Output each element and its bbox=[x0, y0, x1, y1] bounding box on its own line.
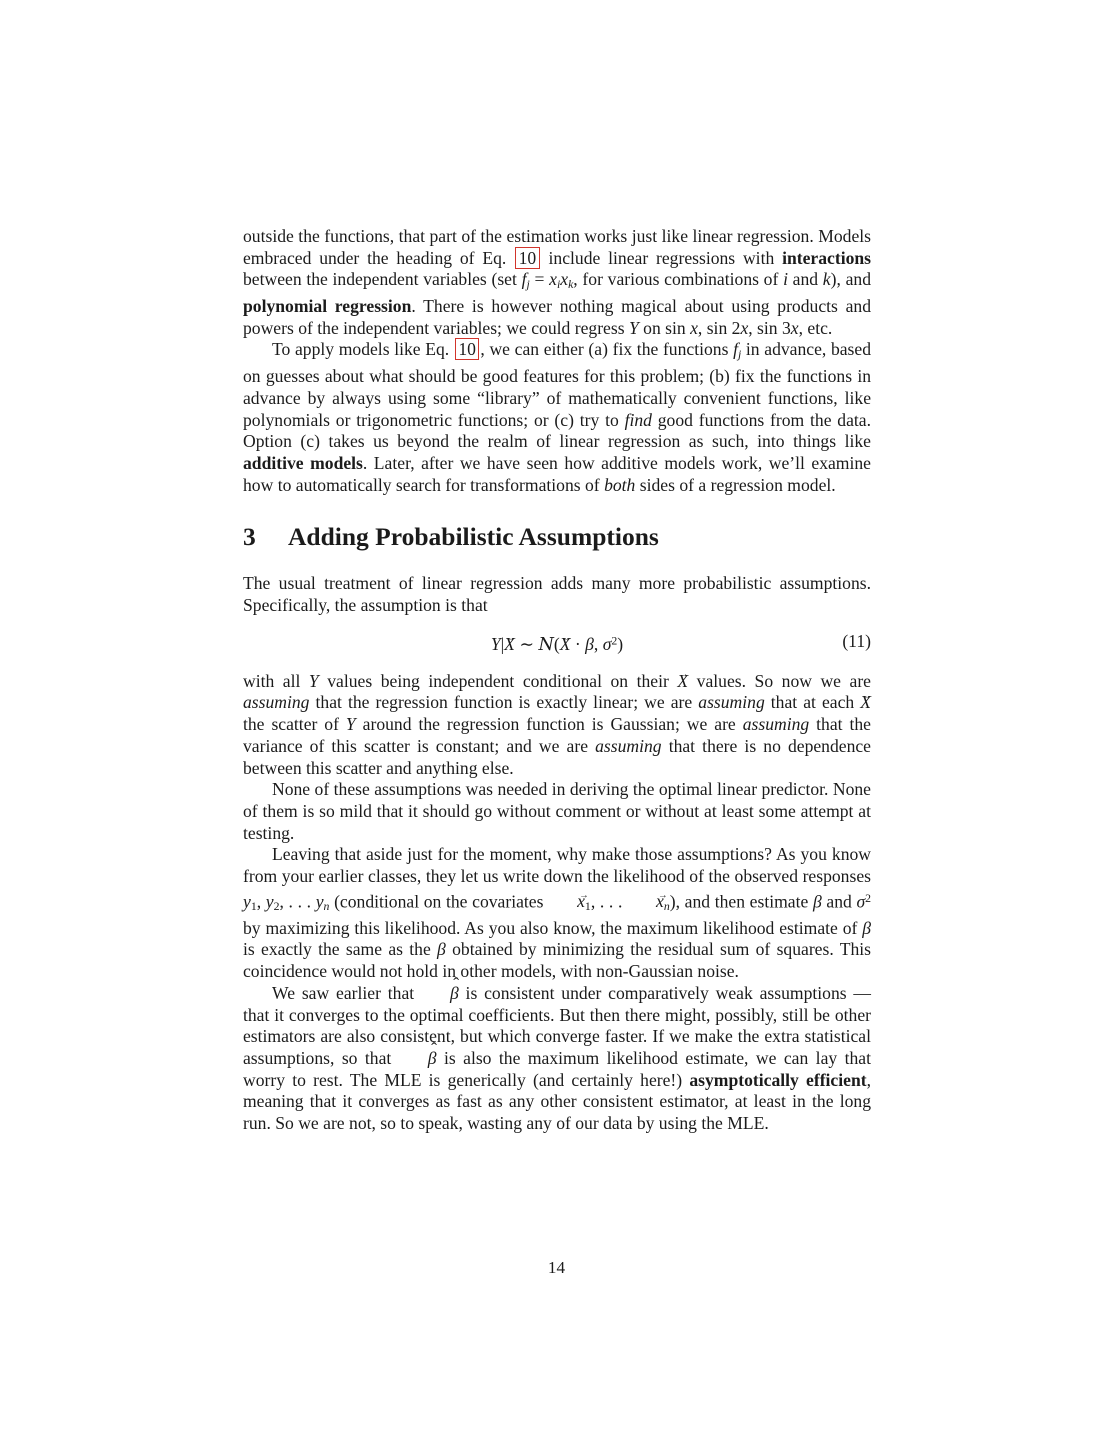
text-segment: k bbox=[822, 269, 831, 290]
section-heading bbox=[243, 522, 871, 552]
text-segment: n bbox=[323, 898, 330, 913]
text-segment: The usual treatment of linear regression adds many more probabilistic assumptions. Specifically, the assumption is that bbox=[243, 573, 871, 616]
intro-paragraphs bbox=[243, 226, 871, 496]
text-segment: additive models bbox=[243, 452, 363, 473]
text-segment: x bbox=[790, 317, 799, 338]
text-segment: in advance, based on guesses about what should be good features for this problem; (b) fix the functions in advance by always using some “library” of mathematically convenient functions, like polynomials or trigonometric functions; or (c) try to bbox=[243, 339, 871, 430]
text-segment: β bbox=[862, 917, 871, 938]
text-segment: We saw earlier that bbox=[272, 982, 421, 1003]
text-segment: sides of a regression model. bbox=[635, 474, 836, 495]
text-segment: , . . . bbox=[590, 891, 628, 912]
text-segment: X → bbox=[504, 634, 515, 656]
text-segment: values. So now we are bbox=[688, 670, 871, 691]
text-segment: y bbox=[265, 891, 274, 912]
page-number: 14 bbox=[547, 1258, 566, 1277]
text-segment: Y bbox=[308, 670, 319, 691]
text-segment: and bbox=[787, 269, 823, 290]
text-segment: around the regression function is Gaussian; we are bbox=[355, 714, 743, 735]
text-segment: x bbox=[690, 317, 698, 338]
text-segment: ), and then estimate bbox=[669, 891, 813, 912]
paragraph bbox=[243, 226, 871, 339]
text-segment: y bbox=[315, 891, 324, 912]
text-column bbox=[243, 226, 871, 1135]
text-segment: β ˆ bbox=[421, 983, 459, 1005]
text-segment: between the independent variables (set bbox=[243, 269, 522, 290]
text-segment: Y bbox=[490, 634, 501, 655]
text-segment: (conditional on the covariates bbox=[329, 891, 549, 912]
text-segment: j bbox=[526, 277, 530, 292]
text-segment: assuming bbox=[698, 692, 765, 713]
text-segment: x bbox=[560, 269, 569, 290]
text-segment: x bbox=[549, 269, 557, 290]
text-segment: good functions from the data. Option (c) takes us beyond the realm of linear regression as such, into things like bbox=[243, 409, 872, 452]
lead-paragraph bbox=[243, 573, 871, 616]
text-segment: , bbox=[593, 634, 603, 655]
page-footer bbox=[0, 1258, 1113, 1278]
text-segment: N bbox=[538, 635, 554, 656]
text-segment: polynomial regression bbox=[243, 296, 412, 317]
text-segment: x → bbox=[627, 891, 664, 913]
section-number: 3 bbox=[243, 522, 256, 552]
text-segment: To apply models like Eq. bbox=[272, 339, 454, 360]
text-segment: , sin 3 bbox=[748, 317, 791, 338]
text-segment: asymptotically efficient bbox=[689, 1069, 867, 1090]
text-segment: , etc. bbox=[798, 317, 833, 338]
text-segment: both bbox=[604, 474, 636, 495]
text-segment: β bbox=[812, 891, 822, 912]
text-segment: 2 bbox=[273, 898, 280, 913]
text-segment: assuming bbox=[742, 714, 810, 735]
text-segment: y bbox=[243, 891, 251, 912]
text-segment: None of these assumptions was needed in deriving the optimal linear predictor. None of them is so mild that it should go without comment or without at least some attempt at testing. bbox=[243, 779, 871, 843]
text-segment: assuming bbox=[243, 692, 310, 713]
text-segment: , . . . bbox=[279, 891, 316, 912]
text-segment: 1 bbox=[250, 898, 257, 913]
text-segment: k bbox=[568, 277, 574, 292]
text-segment: σ bbox=[602, 634, 612, 655]
paragraph bbox=[243, 844, 871, 982]
text-segment: β ˆ bbox=[399, 1048, 437, 1070]
body-paragraphs bbox=[243, 671, 871, 1135]
paragraph bbox=[243, 573, 871, 616]
text-segment: j bbox=[737, 347, 742, 362]
text-segment: n bbox=[663, 898, 670, 913]
text-segment: 2 bbox=[865, 890, 872, 905]
text-segment: that the variance of this scatter is constant; and we are bbox=[243, 714, 871, 756]
text-segment: x bbox=[740, 317, 749, 338]
paragraph bbox=[243, 671, 871, 780]
text-segment: = bbox=[529, 269, 550, 290]
text-segment: . Later, after we have seen how additive models work, we’ll examine how to automatically search for transformations of bbox=[243, 452, 871, 495]
text-segment: assuming bbox=[595, 735, 662, 756]
text-segment: include linear regressions with bbox=[540, 247, 783, 268]
text-segment: β bbox=[585, 634, 594, 655]
text-segment: . There is however nothing magical about using products and powers of the independent variables; we could regress bbox=[243, 296, 871, 338]
text-segment: X → bbox=[560, 634, 571, 656]
text-segment: · bbox=[570, 634, 586, 655]
text-segment: | bbox=[500, 634, 505, 655]
equation-ref-link[interactable]: 10 bbox=[515, 247, 540, 269]
text-segment: X → bbox=[677, 671, 688, 693]
text-segment: Leaving that aside just for the moment, why make those assumptions? As you know from your earlier classes, they let us write down the likelihood of the observed responses bbox=[243, 844, 871, 887]
paragraph bbox=[243, 779, 871, 844]
text-segment: , we can either (a) fix the functions bbox=[480, 339, 734, 360]
text-segment: is also the maximum likelihood estimate, we can lay that worry to rest. The MLE is generically (and certainly here!) bbox=[243, 1047, 871, 1090]
equation-ref-link[interactable]: 10 bbox=[455, 338, 480, 360]
text-segment: on sin bbox=[638, 317, 691, 338]
paragraph bbox=[243, 339, 871, 496]
text-segment: is exactly the same as the bbox=[243, 939, 438, 960]
text-segment: X → bbox=[860, 692, 871, 714]
text-segment: that at each bbox=[764, 692, 861, 713]
text-segment: ∼ bbox=[514, 634, 539, 655]
text-segment: that the regression function is exactly linear; we are bbox=[309, 692, 699, 713]
text-segment: ), and bbox=[830, 269, 871, 290]
text-segment: interactions bbox=[782, 247, 872, 268]
text-segment: Y bbox=[345, 714, 356, 735]
equation-number: (11) bbox=[842, 630, 871, 651]
text-segment: x → bbox=[548, 891, 585, 913]
text-segment: outside the functions, that part of the estimation works just like linear regression. Models embraced under the heading of Eq. bbox=[243, 226, 871, 268]
text-segment: σ bbox=[856, 891, 866, 912]
text-segment: that there is no dependence between this scatter and anything else. bbox=[243, 735, 871, 778]
text-segment: values being independent conditional on their bbox=[318, 670, 678, 691]
text-segment: find bbox=[624, 409, 652, 430]
text-segment: 1 bbox=[584, 898, 591, 913]
text-segment: f bbox=[521, 269, 527, 290]
paragraph bbox=[243, 983, 871, 1135]
text-segment: is consistent under comparatively weak assumptions — that it converges to the optimal coefficients. But then there might, possibly, still be other estimators are also consistent, but which converge faster. If we make the extra statistical assumptions, so that bbox=[243, 982, 871, 1068]
display-equation bbox=[243, 631, 871, 657]
text-segment: f bbox=[733, 339, 738, 360]
text-segment: , meaning that it converges as fast as any other consistent estimator, at least in the long run. So we are not, so to speak, wasting any of our data by using the MLE. bbox=[243, 1069, 871, 1134]
equation-body bbox=[491, 634, 623, 654]
text-segment: β bbox=[437, 939, 446, 960]
text-segment: ( bbox=[553, 634, 560, 655]
section-title: Adding Probabilistic Assumptions bbox=[288, 522, 659, 552]
text-segment: , sin 2 bbox=[697, 317, 741, 338]
text-segment: i bbox=[556, 277, 561, 292]
text-segment: , bbox=[256, 891, 266, 912]
text-segment: ) bbox=[617, 634, 624, 655]
text-segment: and bbox=[821, 891, 857, 912]
text-segment: the scatter of bbox=[243, 714, 346, 735]
text-segment: Y bbox=[628, 317, 639, 338]
text-segment: obtained by minimizing the residual sum of squares. This coincidence would not hold in other models, with non-Gaussian noise. bbox=[243, 939, 871, 982]
text-segment: by maximizing this likelihood. As you also know, the maximum likelihood estimate of bbox=[243, 917, 863, 938]
text-segment: i bbox=[783, 269, 788, 290]
text-segment: 2 bbox=[611, 633, 618, 648]
text-segment: with all bbox=[243, 670, 309, 691]
text-segment: , for various combinations of bbox=[573, 269, 784, 290]
